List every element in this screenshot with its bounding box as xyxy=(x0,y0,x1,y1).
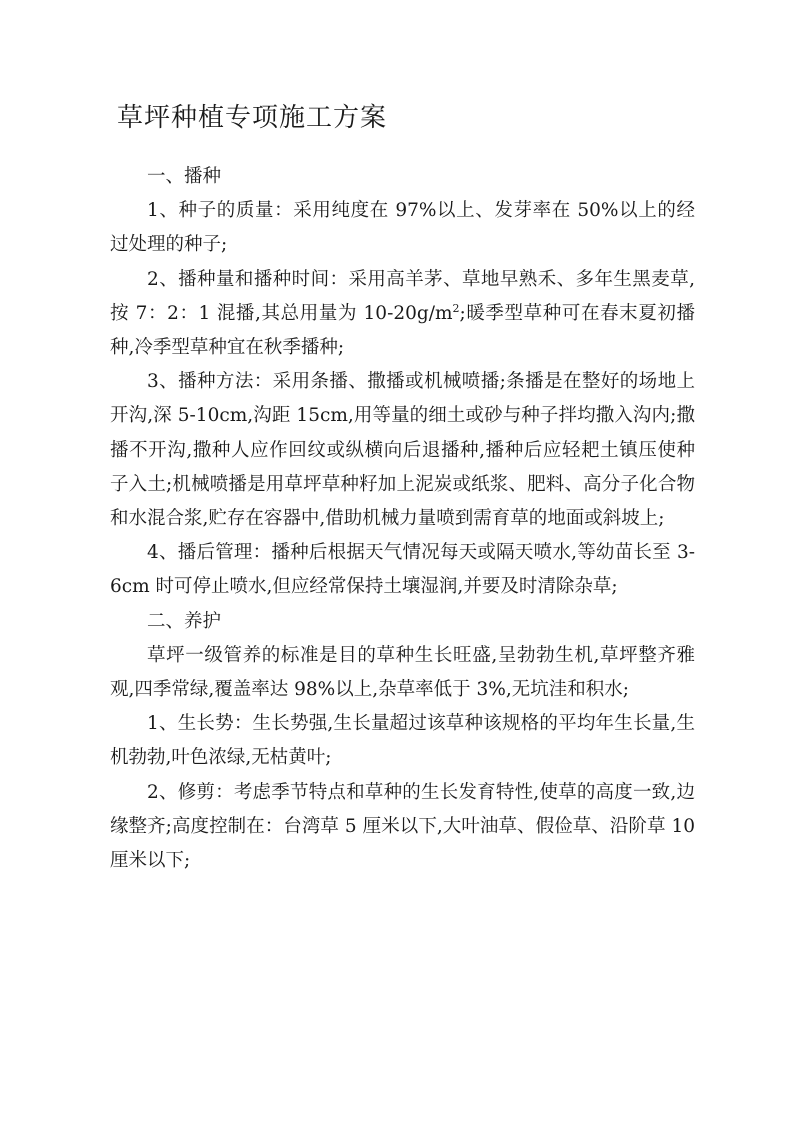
superscript-squared: 2 xyxy=(452,301,460,315)
section-heading-sowing: 一、播种 xyxy=(147,166,222,187)
paragraph-sowing-method: 3、播种方法：采用条播、撒播或机械喷播;条播是在整好的场地上开沟,深 5-10cm,沟距 15cm,用等量的细土或砂与种子拌均撒入沟内;撒播不开沟,撒种人应作回纹或纵横向后退播种,播种后应轻耙土镇压使种子入土;机械喷播是用草坪草种籽加上泥炭或纸浆、肥料、高分子化合物和水混合浆,贮存在容器中,借助机械力量喷到需育草的地面或斜坡上; xyxy=(110,371,695,530)
paragraph-mowing: 2、修剪：考虑季节特点和草种的生长发育特性,使草的高度一致,边缘整齐;高度控制在：台湾草 5 厘米以下,大叶油草、假俭草、沿阶草 10 厘米以下; xyxy=(110,781,695,872)
paragraph-maintenance-standard: 草坪一级管养的标准是目的草种生长旺盛,呈勃勃生机,草坪整齐雅观,四季常绿,覆盖率达 98%以上,杂草率低于 3%,无坑洼和积水; xyxy=(110,644,695,701)
document-title: 草坪种植专项施工方案 xyxy=(117,103,388,133)
paragraph-growth-vigor: 1、生长势：生长势强,生长量超过该草种该规格的平均年生长量,生机勃勃,叶色浓绿,无枯黄叶; xyxy=(110,713,695,769)
paragraph-seed-quality: 1、种子的质量：采用纯度在 97%以上、发芽率在 50%以上的经过处理的种子; xyxy=(110,200,695,256)
paragraph-sowing-amount xyxy=(110,263,695,366)
document-body xyxy=(110,160,695,878)
paragraph-sowing-amount-text-a: 2、播种量和播种时间：采用高羊茅、草地早熟禾、多年生黑麦草,按 7：2：1 混播,其总用量为 10-20g/m xyxy=(110,268,695,324)
section-heading-maintenance: 二、养护 xyxy=(147,610,222,632)
paragraph-post-sowing-management: 4、播后管理：播种后根据天气情况每天或隔天喷水,等幼苗长至 3-6cm 时可停止喷水,但应经常保持土壤湿润,并要及时清除杂草; xyxy=(110,542,695,598)
paragraph-sowing-amount-text-b: ;暖季型草种可在春末夏初播种,冷季型草种宜在秋季播种; xyxy=(110,302,695,359)
